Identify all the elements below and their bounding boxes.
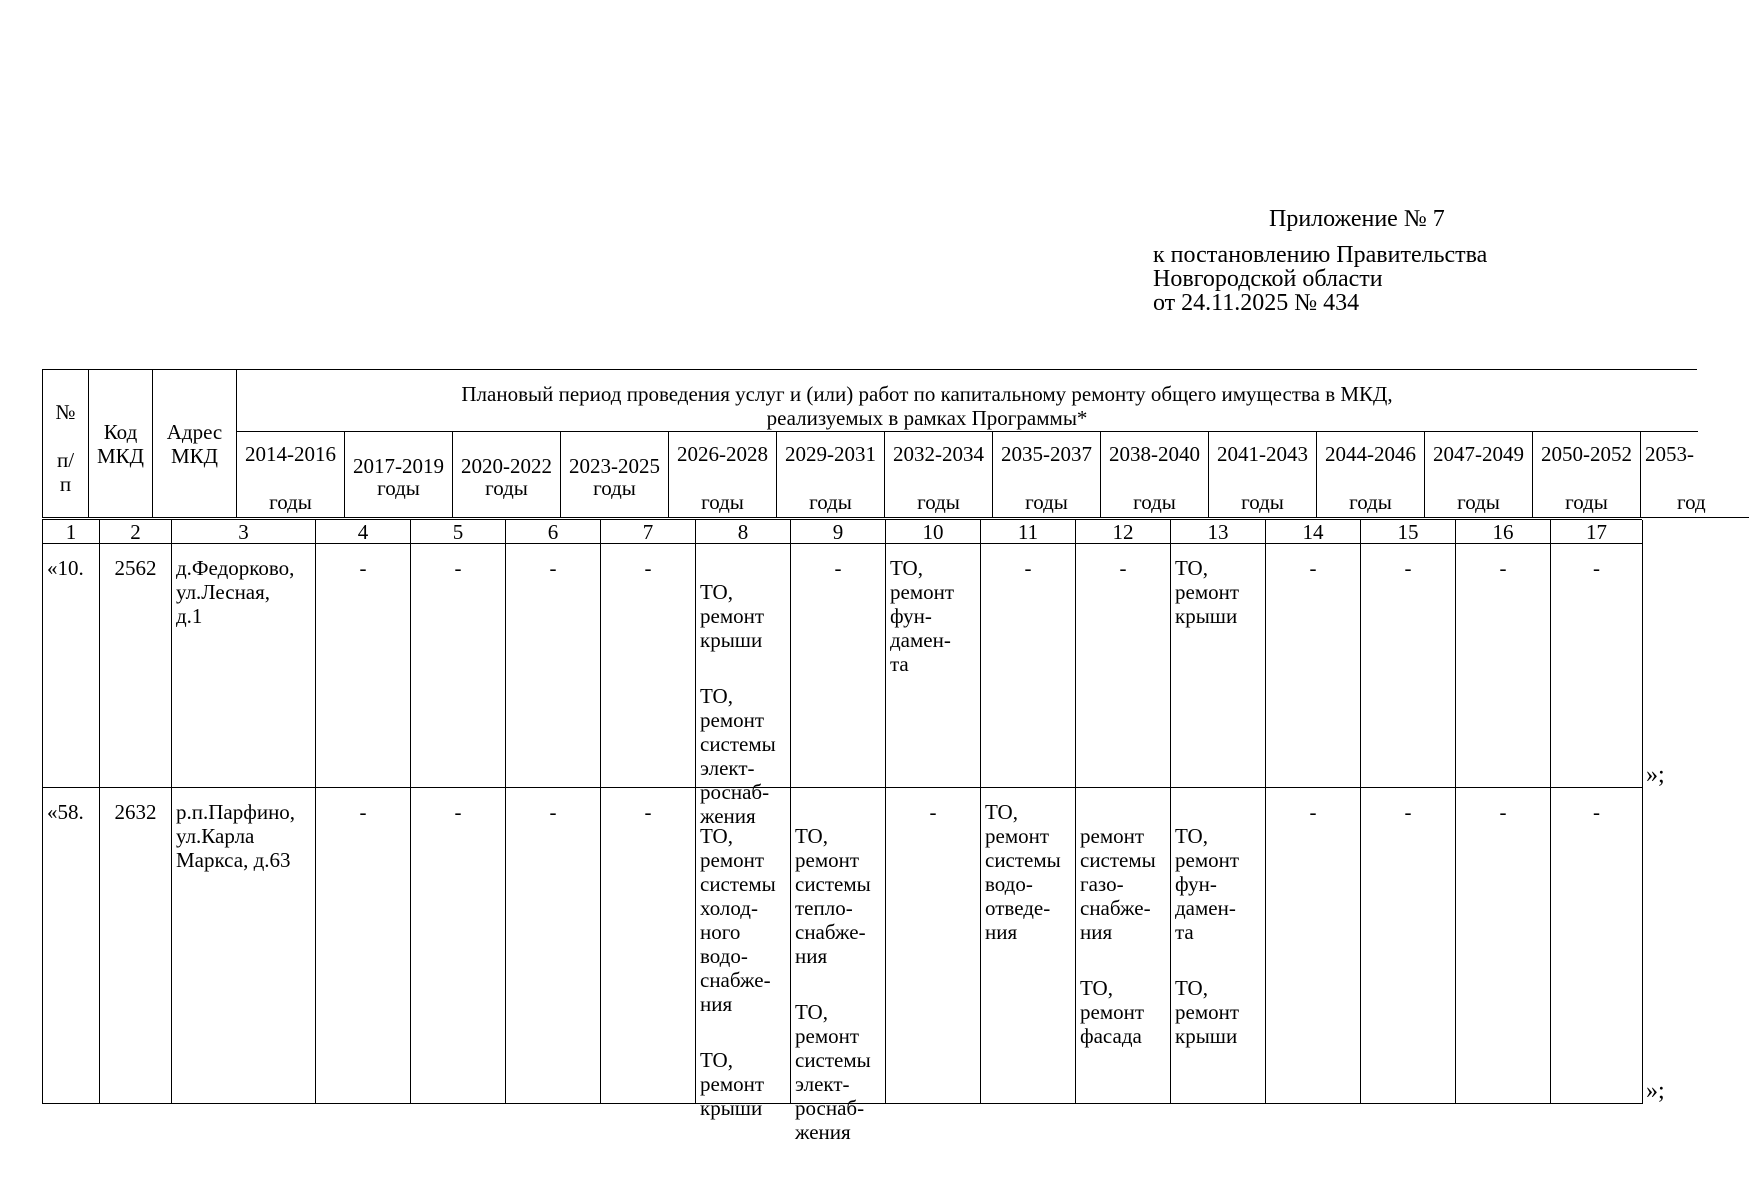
data-table [42, 519, 1642, 1144]
period-col-2: 2017-2019 годы [345, 432, 453, 518]
period-title-line-1: Плановый период проведения услуг и (или) работ по капитальному ремонту общего имущества в МКД, [461, 382, 1393, 406]
annex-line-2: Новгородской области [1153, 266, 1383, 292]
period-col-8: 2035-2037 годы [993, 432, 1101, 518]
period-col-6: 2029-2031 годы [777, 432, 885, 518]
row1-p2014: - [316, 544, 411, 788]
row2-p2032: - [886, 788, 981, 1104]
row1-closing-mark: »; [1646, 762, 1665, 788]
period-col-10: 2041-2043 годы [1209, 432, 1317, 518]
row2-closing-mark: »; [1646, 1078, 1665, 1104]
row1-p2047: - [1361, 544, 1456, 788]
row2-p2029: ТО, ремонт системы тепло- снабже- ния ТО, ремонт системы элект- роснаб- жения [791, 788, 886, 1104]
colnum-11: 11 [981, 520, 1076, 544]
period-col-12: 2047-2049 годы [1425, 432, 1533, 518]
colnum-14: 14 [1266, 520, 1361, 544]
annex-line-3: от 24.11.2025 № 434 [1153, 290, 1360, 316]
row2-address: р.п.Парфино, ул.Карла Маркса, д.63 [172, 788, 316, 1104]
colnum-10: 10 [886, 520, 981, 544]
colnum-16: 16 [1456, 520, 1551, 544]
row1-p2032: ТО, ремонт фун- дамен- та [886, 544, 981, 788]
colnum-9: 9 [791, 520, 886, 544]
colnum-4: 4 [316, 520, 411, 544]
colnum-7: 7 [601, 520, 696, 544]
colnum-1: 1 [43, 520, 100, 544]
colnum-8: 8 [696, 520, 791, 544]
header-period-title-cell [237, 370, 1698, 432]
annex-title: Приложение № 7 [1269, 206, 1445, 232]
header-num-cell: № п/ п [43, 370, 89, 518]
row2-p2044: - [1266, 788, 1361, 1104]
row1-p2053: - [1551, 544, 1643, 788]
row1-address: д.Федорково, ул.Лесная, д.1 [172, 544, 316, 788]
row2-p2014: - [316, 788, 411, 1104]
period-col-3: 2020-2022 годы [453, 432, 561, 518]
period-col-13: 2050-2052 годы [1533, 432, 1641, 518]
row2-p2050: - [1456, 788, 1551, 1104]
row2-p2017: - [411, 788, 506, 1104]
colnum-5: 5 [411, 520, 506, 544]
row2-code: 2632 [100, 788, 172, 1104]
row2-p2035: ТО, ремонт системы водо- отведе- ния [981, 788, 1076, 1104]
row2-p2047: - [1361, 788, 1456, 1104]
row1-p2020: - [506, 544, 601, 788]
period-col-4: 2023-2025 годы [561, 432, 669, 518]
row2-p2023: - [601, 788, 696, 1104]
row2-num: «58. [43, 788, 100, 1104]
row2-p2020: - [506, 788, 601, 1104]
row1-p2038: - [1076, 544, 1171, 788]
period-title-line-2: реализуемых в рамках Программы* [766, 406, 1088, 430]
colnum-15: 15 [1361, 520, 1456, 544]
period-col-1: 2014-2016 годы [237, 432, 345, 518]
period-col-14: 2053- год [1641, 432, 1749, 518]
colnum-3: 3 [172, 520, 316, 544]
row2-p2026: ТО, ремонт системы холод- ного водо- снабже- ния ТО, ремонт крыши [696, 788, 791, 1104]
header-table [42, 369, 1706, 518]
period-col-9: 2038-2040 годы [1101, 432, 1209, 518]
row1-p2026: ТО, ремонт крыши ТО, ремонт системы элект- роснаб- жения [696, 544, 791, 788]
row2-p2041: ТО, ремонт фун- дамен- та ТО, ремонт крыши [1171, 788, 1266, 1104]
colnum-12: 12 [1076, 520, 1171, 544]
row1-code: 2562 [100, 544, 172, 788]
row1-p2041: ТО, ремонт крыши [1171, 544, 1266, 788]
period-col-7: 2032-2034 годы [885, 432, 993, 518]
row1-p2035: - [981, 544, 1076, 788]
row1-p2050: - [1456, 544, 1551, 788]
header-address-cell: Адрес МКД [153, 370, 237, 518]
row1-p2017: - [411, 544, 506, 788]
period-col-11: 2044-2046 годы [1317, 432, 1425, 518]
annex-line-1: к постановлению Правительства [1153, 242, 1488, 268]
row1-num: «10. [43, 544, 100, 788]
row1-p2029: - [791, 544, 886, 788]
row1-p2023: - [601, 544, 696, 788]
period-row [237, 432, 1706, 518]
colnum-17: 17 [1551, 520, 1643, 544]
row1-p2044: - [1266, 544, 1361, 788]
row2-p2038: ремонт системы газо- снабже- ния ТО, ремонт фасада [1076, 788, 1171, 1104]
header-code-cell: Код МКД [89, 370, 153, 518]
row2-p2053: - [1551, 788, 1643, 1104]
period-col-5: 2026-2028 годы [669, 432, 777, 518]
colnum-13: 13 [1171, 520, 1266, 544]
colnum-2: 2 [100, 520, 172, 544]
colnum-6: 6 [506, 520, 601, 544]
